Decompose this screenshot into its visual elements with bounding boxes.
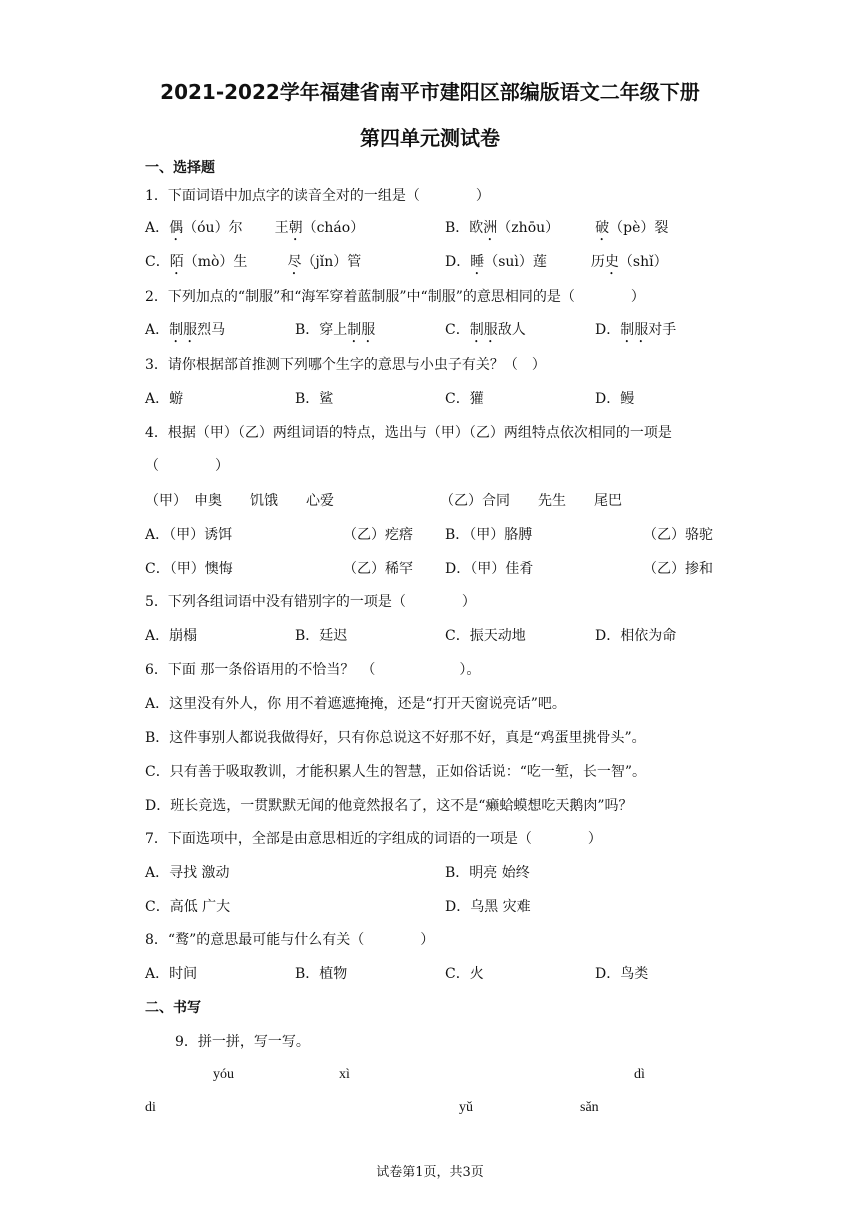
q4-stem: 4．根据（甲）（乙）两组词语的特点，选出与（甲）（乙）两组特点依次相同的一项是: [145, 425, 672, 441]
q1-option-b: B．欧洲（zhōu） 破（pè）裂: [445, 220, 669, 236]
q4-option-a-jia: A．（甲）诱饵: [145, 527, 233, 543]
q2-option-d: D．制服对手: [595, 322, 677, 338]
q4-option-c-yi: （乙）稀罕: [343, 561, 413, 577]
q4-option-b-jia: B．（甲）胳膊: [445, 527, 533, 543]
pinyin-label: di: [145, 1100, 156, 1115]
q1-option-a: A．偶（óu）尔 王朝（cháo）: [145, 220, 365, 236]
q7-option-a: A．寻找 激动: [145, 865, 230, 881]
q3-option-c: C．獾: [445, 391, 484, 407]
q8-option-d: D．鸟类: [595, 966, 649, 982]
q7-stem: 7．下面选项中，全部是由意思相近的字组成的词语的一项是（ ）: [145, 831, 602, 847]
q4-option-c-jia: C．（甲）懊悔: [145, 561, 233, 577]
q5-stem: 5．下列各组词语中没有错别字的一项是（ ）: [145, 594, 476, 610]
q3-option-a: A．蝣: [145, 391, 184, 407]
q8-option-c: C．火: [445, 966, 484, 982]
q4-option-d-jia: D．（甲）佳肴: [445, 561, 534, 577]
q5-option-b: B．廷迟: [295, 628, 348, 644]
section-heading-choice: 一、选择题: [145, 160, 215, 176]
q3-stem: 3．请你根据部首推测下列哪个生字的意思与小虫子有关？（ ）: [145, 357, 546, 373]
q2-option-c: C．制服敌人: [445, 322, 526, 338]
pinyin-label: sǎn: [580, 1100, 599, 1115]
q2-stem: 2．下列加点的“制服”和“海军穿着蓝制服”中“制服”的意思相同的是（ ）: [145, 289, 645, 305]
pinyin-label: yǔ: [459, 1100, 473, 1115]
q6-option-a: A．这里没有外人，你 用不着遮遮掩掩，还是“打开天窗说亮话”吧。: [145, 696, 566, 712]
q6-option-c: C．只有善于吸取教训，才能积累人生的智慧，正如俗话说：“吃一堑，长一智”。: [145, 764, 647, 780]
q4-option-b-yi: （乙）骆驼: [643, 527, 713, 543]
q6-option-b: B．这件事别人都说我做得好，只有你总说这不好那不好，真是“鸡蛋里挑骨头”。: [145, 730, 646, 746]
q8-stem: 8．“鹜”的意思最可能与什么有关（ ）: [145, 932, 435, 948]
q6-stem: 6．下面 那一条俗语用的不恰当？ （ ）。: [145, 662, 481, 678]
q9-stem: 9．拼一拼，写一写。: [175, 1034, 310, 1050]
section-heading-writing: 二、书写: [145, 1000, 201, 1016]
q3-option-d: D．鳗: [595, 391, 635, 407]
q7-option-d: D．乌黑 灾难: [445, 899, 531, 915]
q8-option-a: A．时间: [145, 966, 198, 982]
q4-group-yi: （乙）合同 先生 尾巴: [440, 493, 622, 509]
q7-option-b: B．明亮 始终: [445, 865, 530, 881]
q8-option-b: B．植物: [295, 966, 348, 982]
q7-option-c: C．高低 广大: [145, 899, 231, 915]
pinyin-label: dì: [634, 1067, 645, 1082]
q4-option-a-yi: （乙）疙瘩: [343, 527, 413, 543]
q1-stem: 1．下面词语中加点字的读音全对的一组是（ ）: [145, 188, 490, 204]
pinyin-label: yóu: [213, 1067, 234, 1082]
q2-option-a: A．制服烈马: [145, 322, 226, 338]
q4-stem-cont: （ ）: [145, 458, 229, 474]
q5-option-c: C．振天动地: [445, 628, 526, 644]
q3-option-b: B．鲨: [295, 391, 334, 407]
q5-option-a: A．崩榻: [145, 628, 198, 644]
q4-option-d-yi: （乙）掺和: [643, 561, 713, 577]
q1-option-c: C．陌（mò）生 尽（jǐn）管: [145, 254, 362, 270]
q5-option-d: D．相依为命: [595, 628, 677, 644]
pinyin-label: xì: [339, 1067, 350, 1082]
page-footer: 试卷第1页，共3页: [376, 1165, 484, 1180]
q6-option-d: D．班长竞选，一贯默默无闻的他竟然报名了，这不是“癞蛤蟆想吃天鹅肉”吗？: [145, 798, 633, 814]
q4-group-jia: （甲） 申奥 饥饿 心爱: [145, 493, 334, 509]
q2-option-b: B．穿上制服: [295, 322, 376, 338]
document-title-line2: 第四单元测试卷: [360, 126, 500, 150]
document-title-line1: 2021-2022学年福建省南平市建阳区部编版语文二年级下册: [160, 80, 700, 104]
q1-option-d: D．睡（suì）莲 历史（shǐ）: [445, 254, 668, 270]
